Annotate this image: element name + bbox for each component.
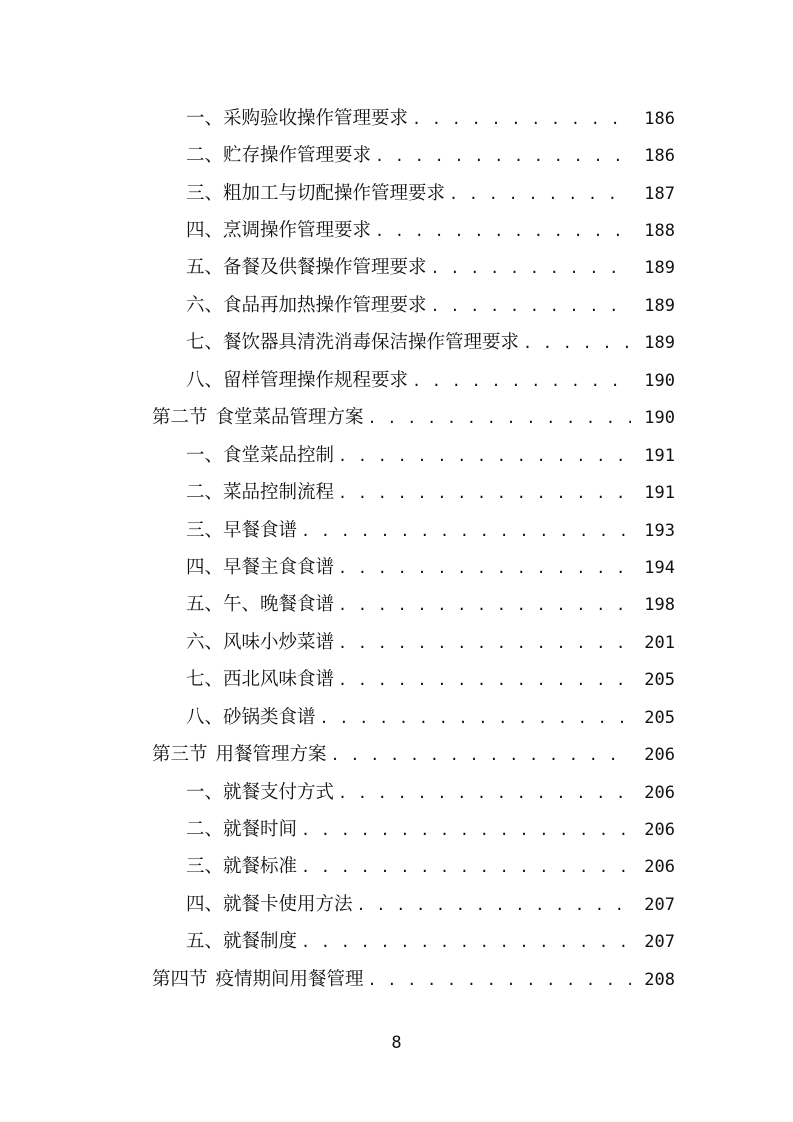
toc-entry-title: 烹调操作管理要求 [223,220,372,242]
toc-entry-page: 188 [644,221,675,242]
toc-entry-number: 四、 [186,220,224,242]
toc-entry-page: 190 [644,408,675,429]
toc-dot-leader [338,781,631,805]
toc-dot-leader [320,706,631,730]
toc-dot-leader [338,444,631,468]
toc-entry-title: 粗加工与切配操作管理要求 [223,182,446,204]
toc-entry-title: 食品再加热操作管理要求 [223,294,427,316]
toc-entry[interactable] [0,474,793,511]
toc-entry-page: 194 [644,557,675,578]
toc-entry-title: 风味小炒菜谱 [223,631,335,653]
toc-dot-leader [301,519,631,543]
toc-entry-title: 早餐主食食谱 [223,556,335,578]
toc-entry-number: 四、 [186,893,224,915]
toc-entry-title: 早餐食谱 [223,519,298,541]
toc-entry-page: 189 [644,333,675,354]
toc-entry[interactable] [0,624,793,661]
toc-entry[interactable] [0,437,793,474]
toc-dot-leader [331,743,631,767]
toc-entry-number: 三、 [186,519,224,541]
toc-dot-leader [523,331,631,355]
toc-entry-page: 206 [644,820,675,841]
toc-dot-leader [368,968,631,992]
toc-entry-title: 用餐管理方案 [215,744,327,766]
toc-entry-number: 六、 [186,631,224,653]
toc-entry-page: 186 [644,108,675,129]
toc-dot-leader [375,219,631,243]
toc-entry-page: 193 [644,520,675,541]
toc-entry-title: 采购验收操作管理要求 [223,107,409,129]
toc-dot-leader [338,556,631,580]
toc-entry-number: 二、 [186,819,224,841]
toc-dot-leader [412,107,631,131]
toc-entry-number: 七、 [186,669,224,691]
toc-entry-number: 第三节 [152,744,208,766]
toc-section-entry[interactable] [0,736,793,773]
toc-dot-leader [357,893,631,917]
toc-entry[interactable] [0,774,793,811]
toc-entry-title: 食堂菜品控制 [223,444,335,466]
toc-dot-leader [431,294,631,318]
toc-section-entry[interactable] [0,961,793,998]
toc-entry-page: 189 [644,295,675,316]
page-number: 8 [391,1033,402,1053]
toc-entry-page: 207 [644,894,675,915]
toc-entry[interactable] [0,886,793,923]
toc-entry-title: 砂锅类食谱 [223,706,316,728]
toc-entry-page: 206 [644,782,675,803]
toc-entry-number: 一、 [186,781,224,803]
toc-entry-number: 五、 [186,594,224,616]
toc-entry-page: 191 [644,445,675,466]
toc-entry-title: 就餐卡使用方法 [223,893,353,915]
table-of-contents [0,100,793,999]
toc-entry-title: 备餐及供餐操作管理要求 [223,257,427,279]
toc-entry-page: 206 [644,745,675,766]
toc-entry-title: 就餐支付方式 [223,781,335,803]
toc-entry-page: 186 [644,146,675,167]
toc-entry-title: 菜品控制流程 [223,482,335,504]
toc-entry[interactable] [0,811,793,848]
toc-entry-page: 208 [644,969,675,990]
toc-entry-number: 一、 [186,107,224,129]
toc-entry[interactable] [0,100,793,137]
toc-entry-page: 207 [644,932,675,953]
toc-entry-number: 八、 [186,706,224,728]
toc-entry[interactable] [0,699,793,736]
toc-dot-leader [301,855,631,879]
toc-dot-leader [338,668,631,692]
toc-entry[interactable] [0,362,793,399]
toc-entry[interactable] [0,287,793,324]
toc-entry[interactable] [0,549,793,586]
toc-entry-title: 食堂菜品管理方案 [215,407,364,429]
toc-entry[interactable] [0,587,793,624]
toc-entry-title: 就餐标准 [223,856,298,878]
toc-entry-page: 206 [644,857,675,878]
toc-entry-number: 八、 [186,369,224,391]
toc-entry-number: 五、 [186,257,224,279]
toc-dot-leader [301,818,631,842]
toc-entry-title: 就餐时间 [223,819,298,841]
toc-dot-leader [375,144,631,168]
toc-entry-title: 就餐制度 [223,931,298,953]
toc-dot-leader [412,369,631,393]
toc-dot-leader [338,593,631,617]
toc-entry-page: 190 [644,370,675,391]
toc-dot-leader [431,256,631,280]
toc-entry-title: 疫情期间用餐管理 [215,968,364,990]
toc-entry[interactable] [0,662,793,699]
toc-entry[interactable] [0,137,793,174]
toc-entry[interactable] [0,325,793,362]
toc-entry-number: 三、 [186,856,224,878]
toc-entry-number: 七、 [186,332,224,354]
toc-entry-number: 二、 [186,145,224,167]
toc-entry[interactable] [0,512,793,549]
toc-entry[interactable] [0,212,793,249]
toc-entry-number: 四、 [186,556,224,578]
toc-entry-number: 第二节 [152,407,208,429]
toc-entry-number: 六、 [186,294,224,316]
toc-entry-number: 第四节 [152,968,208,990]
toc-dot-leader [338,481,631,505]
toc-dot-leader [338,631,631,655]
toc-entry-number: 五、 [186,931,224,953]
toc-entry-page: 205 [644,670,675,691]
toc-entry[interactable] [0,924,793,961]
toc-dot-leader [449,182,631,206]
toc-entry-title: 贮存操作管理要求 [223,145,372,167]
toc-entry[interactable] [0,250,793,287]
toc-entry-page: 205 [644,707,675,728]
toc-entry-title: 留样管理操作规程要求 [223,369,409,391]
toc-dot-leader [301,930,631,954]
toc-entry-title: 餐饮器具清洗消毒保洁操作管理要求 [223,332,520,354]
toc-entry-page: 189 [644,258,675,279]
toc-entry-page: 191 [644,483,675,504]
toc-entry-number: 三、 [186,182,224,204]
toc-entry-title: 西北风味食谱 [223,669,335,691]
toc-entry-number: 二、 [186,482,224,504]
toc-entry-number: 一、 [186,444,224,466]
toc-entry[interactable] [0,849,793,886]
toc-dot-leader [368,406,631,430]
toc-entry-title: 午、晚餐食谱 [223,594,335,616]
toc-entry-page: 187 [644,183,675,204]
toc-entry[interactable] [0,175,793,212]
toc-entry-page: 201 [644,632,675,653]
toc-section-entry[interactable] [0,400,793,437]
toc-entry-page: 198 [644,595,675,616]
